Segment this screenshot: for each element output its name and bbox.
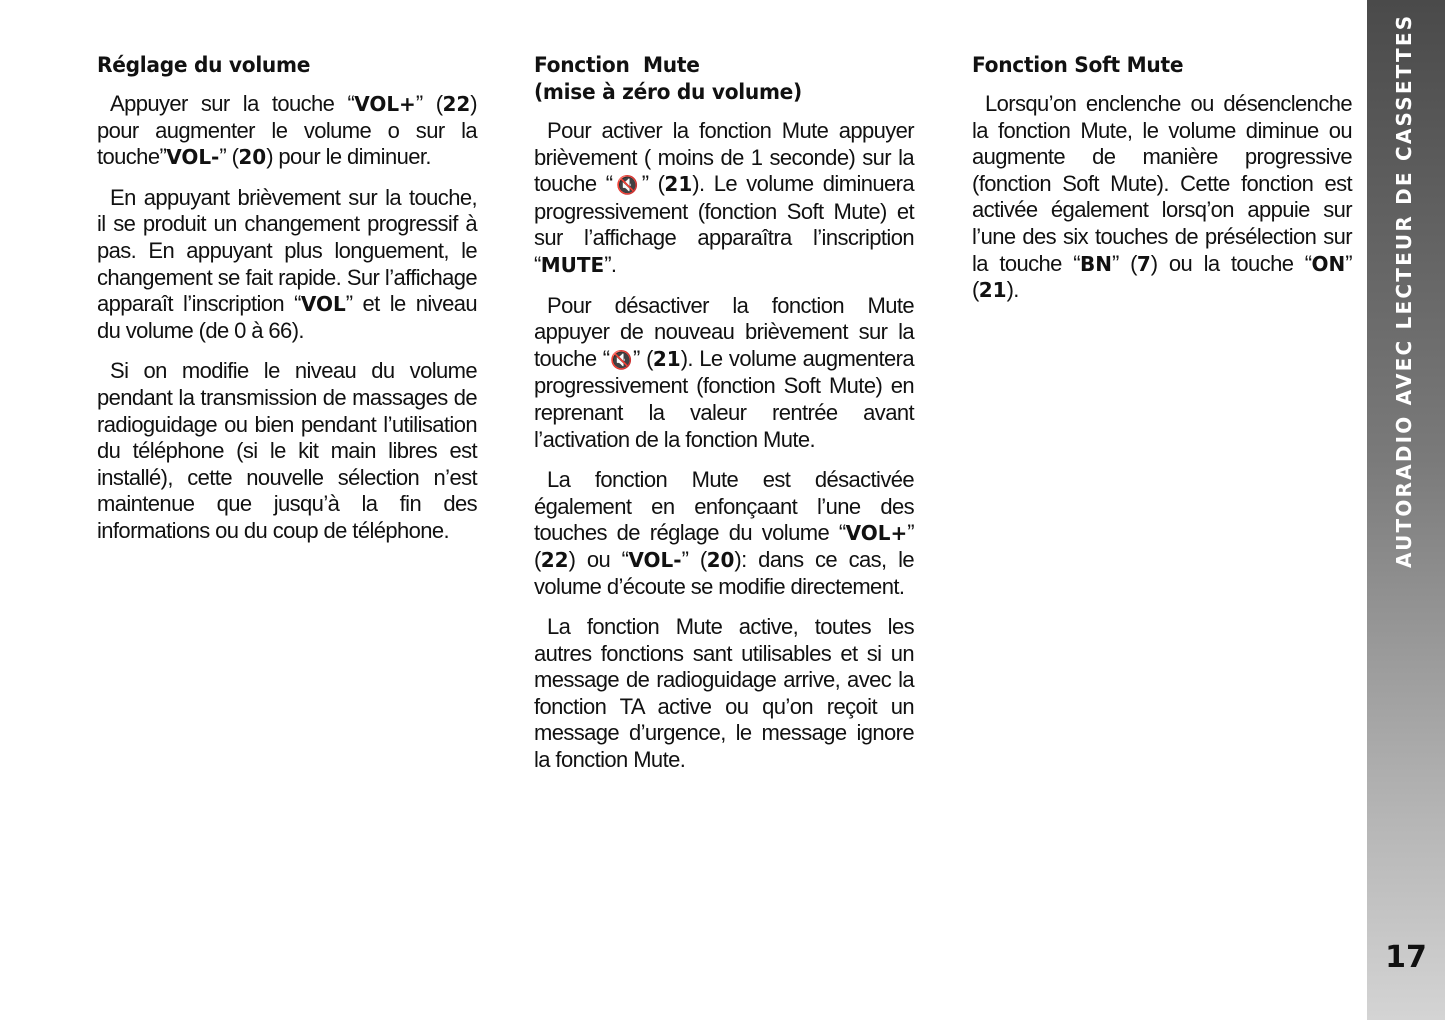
key-label: VOL- (628, 547, 682, 572)
key-number: 20 (706, 547, 735, 572)
column-volume (97, 52, 477, 559)
key-number: 22 (540, 547, 569, 572)
display-label: VOL (300, 292, 346, 317)
key-label: ON (1311, 251, 1346, 276)
column-soft-mute (972, 52, 1352, 318)
key-number: 21 (664, 172, 693, 197)
key-label: VOL+ (845, 521, 908, 546)
paragraph-soft-mute: Lorsqu’on enclenche ou désenclenche la fonction Mute, le volume diminue ou augmente de manière progressive (fonction Soft Mute). Cette fonction est activée également lorsq’on appuie sur l’une des six touches de présélection sur la touche “BN” (7) ou la touche “ON” (21). (972, 91, 1352, 303)
key-number: 21 (978, 278, 1007, 303)
key-number: 21 (652, 346, 681, 371)
paragraph-mute-volume-keys: La fonction Mute est désactivée également en enfonçaant l’une des touches de réglage du volume “VOL+” (22) ou “VOL-” (20): dans ce cas, le volume d’écoute se modifie directement. (534, 467, 915, 599)
heading-mute: Fonction Mute (mise à zéro du volume) (534, 53, 802, 104)
display-label: MUTE (540, 252, 605, 277)
heading-volume: Réglage du volume (97, 53, 311, 77)
key-label: VOL+ (354, 92, 416, 116)
key-number: 22 (442, 92, 471, 116)
column-mute (534, 52, 914, 788)
heading-soft-mute: Fonction Soft Mute (972, 53, 1184, 77)
speaker-mute-icon: 🔇 (609, 349, 634, 370)
paragraph-volume-keys: Appuyer sur la touche “VOL+” (22) pour augmenter le volume o sur la touche”VOL-” (20) pour le diminuer. (97, 91, 478, 170)
paragraph-volume-traffic: Si on modifie le niveau du volume pendant la transmission de massages de radioguidage ou bien pendant l’utilisation du téléphone (si le kit main libres est installé), cette nouvelle sélection n’est maintenue que jusqu’à la fin des informations ou du coup de téléphone. (97, 358, 477, 543)
key-number: 7 (1136, 251, 1151, 276)
key-number: 20 (238, 145, 267, 170)
paragraph-volume-press: En appuyant brièvement sur la touche, il se produit un changement progressif à pas. En appuyant plus longuement, le changement se fait rapide. Sur l’affichage apparaît l’inscription “VOL” et le niveau du volume (de 0 à 66). (97, 184, 477, 343)
key-label: BN (1079, 251, 1112, 276)
paragraph-mute-active: La fonction Mute active, toutes les autres fonctions sant utilisables et si un message de radioguidage arrive, avec la fonction TA active ou qu’on reçoit un message d’urgence, le message ignore la fonction Mute. (534, 614, 914, 773)
speaker-mute-icon: 🔇 (612, 175, 642, 196)
section-title: AUTORADIO AVEC LECTEUR DE CASSETTES (1392, 13, 1416, 568)
paragraph-mute-activate: Pour activer la fonction Mute appuyer brièvement ( moins de 1 seconde) sur la touche “🔇” (21). Le volume diminuera progressivement (fonction Soft Mute) et sur l’affichage apparaîtra l’inscription “MUTE”. (534, 118, 915, 277)
key-label: VOL- (166, 145, 220, 170)
paragraph-mute-deactivate: Pour désactiver la fonction Mute appuyer de nouveau brièvement sur la touche “🔇” (21). Le volume augmentera progressivement (fonction Soft Mute) en reprenant la valeur rentrée avant l’activation de la fonction Mute. (534, 292, 915, 452)
page-number: 17 (1385, 940, 1427, 975)
